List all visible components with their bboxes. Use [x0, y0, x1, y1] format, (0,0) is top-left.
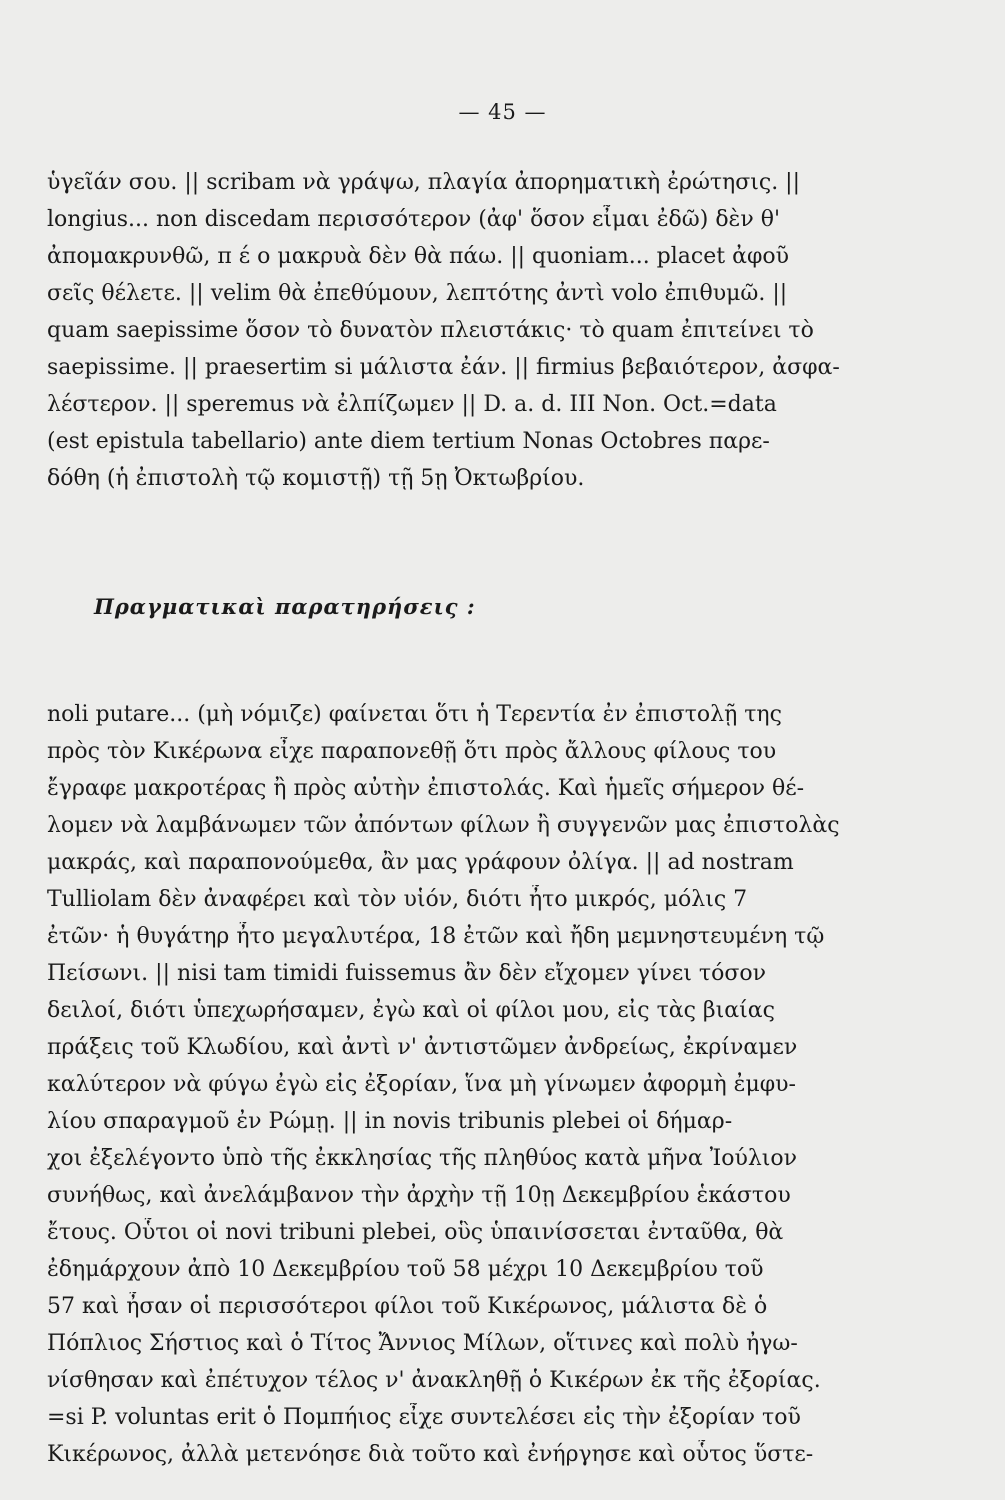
text-line: ἔγραφε μακροτέρας ἢ πρὸς αὐτὴν ἐπιστολάς. Καὶ ἡμεῖς σήμερον θέ-	[47, 776, 805, 801]
text-line: ἐτῶν· ἡ θυγάτηρ ἦτο μεγαλυτέρα, 18 ἐτῶν καὶ ἤδη μεμνηστευμένη τῷ	[47, 924, 825, 949]
text-line: λέστερον. || speremus νὰ ἐλπίζωμεν || D. a. d. III Non. Oct.=data	[47, 392, 777, 417]
text-line: ἐδημάρχουν ἀπὸ 10 Δεκεμβρίου τοῦ 58 μέχρι 10 Δεκεμβρίου τοῦ	[47, 1257, 764, 1282]
text-line: (est epistula tabellario) ante diem tertium Nonas Octobres παρε-	[47, 429, 770, 454]
page-number: — 45 —	[458, 100, 547, 124]
text-line: λομεν νὰ λαμβάνωμεν τῶν ἀπόντων φίλων ἢ συγγενῶν μας ἐπιστολὰς	[47, 813, 840, 838]
text-line: ἀπομακρυνθῶ, π έ ο μακρυὰ δὲν θὰ πάω. || quoniam... placet ἀφοῦ	[47, 244, 789, 269]
text-line: longius... non discedam περισσότερον (ἀφ' ὅσον εἶμαι ἐδῶ) δὲν θ'	[47, 207, 781, 232]
text-line: Tulliolam δὲν ἀναφέρει καὶ τὸν υἱόν, διότι ἦτο μικρός, μόλις 7	[47, 887, 748, 912]
text-line: ὑγεῖάν σου. || scribam νὰ γράψω, πλαγία ἀπορηματικὴ ἐρώτησις. ||	[47, 170, 801, 195]
text-line: Πόπλιος Σήστιος καὶ ὁ Τίτος Ἄννιος Μίλων, οἵτινες καὶ πολὺ ἠγω-	[47, 1331, 798, 1356]
text-line: ἔτους. Οὗτοι οἱ novi tribuni plebei, οὓς ὑπαινίσσεται ἐνταῦθα, θὰ	[47, 1220, 784, 1245]
text-line: πρὸς τὸν Κικέρωνα εἶχε παραπονεθῇ ὅτι πρὸς ἄλλους φίλους του	[47, 739, 777, 764]
text-line: saepissime. || praesertim si μάλιστα ἐάν. || firmius βεβαιότερον, ἀσφα-	[47, 355, 840, 380]
text-line: noli putare... (μὴ νόμιζε) φαίνεται ὅτι ἡ Τερεντία ἐν ἐπιστολῇ της	[47, 702, 782, 727]
text-line: νίσθησαν καὶ ἐπέτυχον τέλος ν' ἀνακληθῇ ὁ Κικέρων ἐκ τῆς ἐξορίας.	[47, 1368, 821, 1393]
text-line: Κικέρωνος, ἀλλὰ μετενόησε διὰ τοῦτο καὶ ἐνήργησε καὶ οὗτος ὕστε-	[47, 1442, 814, 1467]
text-line: συνήθως, καὶ ἀνελάμβανον τὴν ἀρχὴν τῇ 10ῃ Δεκεμβρίου ἑκάστου	[47, 1183, 791, 1208]
text-line: quam saepissime ὅσον τὸ δυνατὸν πλειστάκις· τὸ quam ἐπιτείνει τὸ	[47, 318, 814, 343]
text-line: 57 καὶ ἦσαν οἱ περισσότεροι φίλοι τοῦ Κικέρωνος, μάλιστα δὲ ὁ	[47, 1294, 768, 1319]
text-line: καλύτερον νὰ φύγω ἐγὼ εἰς ἐξορίαν, ἵνα μὴ γίνωμεν ἀφορμὴ ἐμφυ-	[47, 1072, 796, 1097]
text-line: =si P. voluntas erit ὁ Πομπήιος εἶχε συντελέσει εἰς τὴν ἐξορίαν τοῦ	[47, 1405, 801, 1430]
text-line: δειλοί, διότι ὑπεχωρήσαμεν, ἐγὼ καὶ οἱ φίλοι μου, εἰς τὰς βιαίας	[47, 998, 775, 1023]
text-line: χοι ἐξελέγοντο ὑπὸ τῆς ἐκκλησίας τῆς πληθύος κατὰ μῆνα Ἰούλιον	[47, 1146, 798, 1171]
text-line: λίου σπαραγμοῦ ἐν Ρώμῃ. || in novis tribunis plebei οἱ δήμαρ-	[47, 1109, 733, 1134]
text-line: δόθη (ἡ ἐπιστολὴ τῷ κομιστῇ) τῇ 5ῃ Ὀκτωβρίου.	[47, 466, 585, 491]
text-line: Πείσωνι. || nisi tam timidi fuissemus ἂν δὲν εἴχομεν γίνει τόσον	[47, 961, 766, 986]
text-line: σεῖς θέλετε. || velim θὰ ἐπεθύμουν, λεπτότης ἀντὶ volo ἐπιθυμῶ. ||	[47, 281, 788, 306]
section-heading: Πραγματικαὶ παρατηρήσεις :	[94, 594, 476, 619]
text-line: πράξεις τοῦ Κλωδίου, καὶ ἀντὶ ν' ἀντιστῶμεν ἀνδρείως, ἐκρίναμεν	[47, 1035, 798, 1060]
text-line: μακράς, καὶ παραπονούμεθα, ἂν μας γράφουν ὀλίγα. || ad nostram	[47, 850, 794, 875]
